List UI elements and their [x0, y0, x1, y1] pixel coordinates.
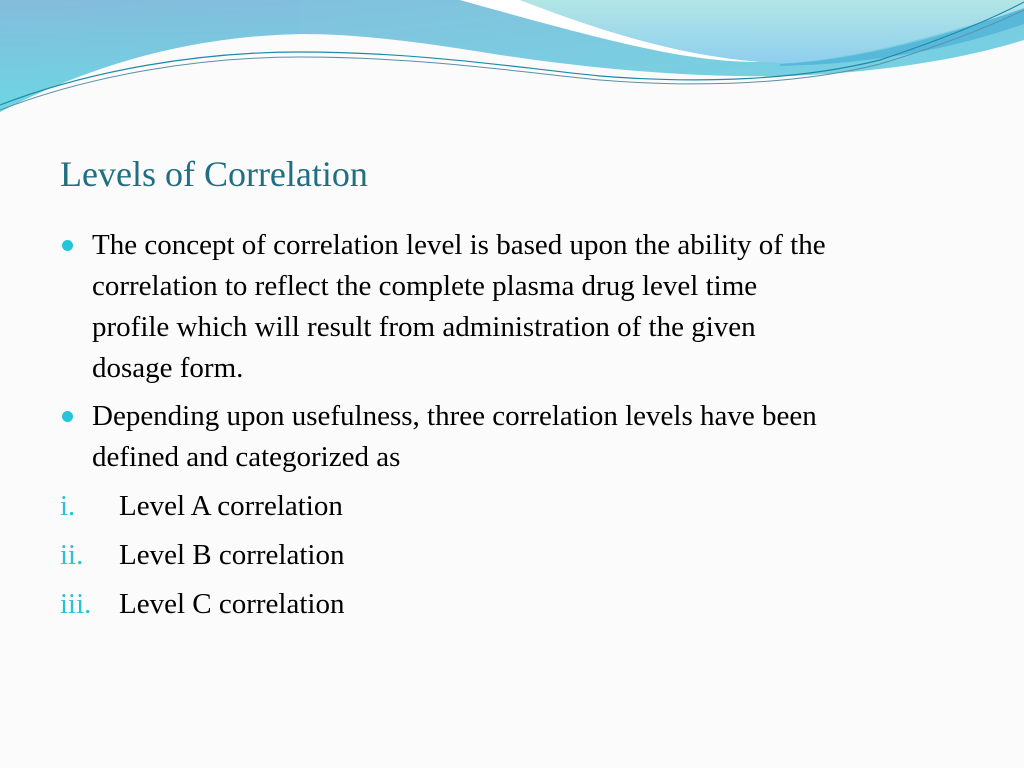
- list-numeral: iii.: [60, 588, 92, 620]
- bullet-line: dosage form.: [92, 352, 244, 384]
- list-text: Level C correlation: [119, 588, 345, 620]
- list-numeral: ii.: [60, 539, 84, 571]
- bullet-item: [92, 225, 972, 389]
- slide-title: Levels of Correlation: [60, 154, 368, 194]
- bullet-dot-icon: [62, 240, 73, 251]
- bullet-item: [92, 396, 972, 478]
- bullet-line: profile which will result from administration of the given: [92, 311, 756, 343]
- bullet-line: The concept of correlation level is based upon the ability of the: [92, 229, 826, 261]
- list-text: Level A correlation: [119, 490, 343, 522]
- list-numeral: i.: [60, 490, 76, 522]
- header-wave-decoration: [0, 0, 1024, 130]
- list-text: Level B correlation: [119, 539, 345, 571]
- bullet-line: correlation to reflect the complete plasma drug level time: [92, 270, 758, 302]
- bullet-dot-icon: [62, 411, 73, 422]
- bullet-line: defined and categorized as: [92, 441, 401, 473]
- bullet-line: Depending upon usefulness, three correlation levels have been: [92, 400, 817, 432]
